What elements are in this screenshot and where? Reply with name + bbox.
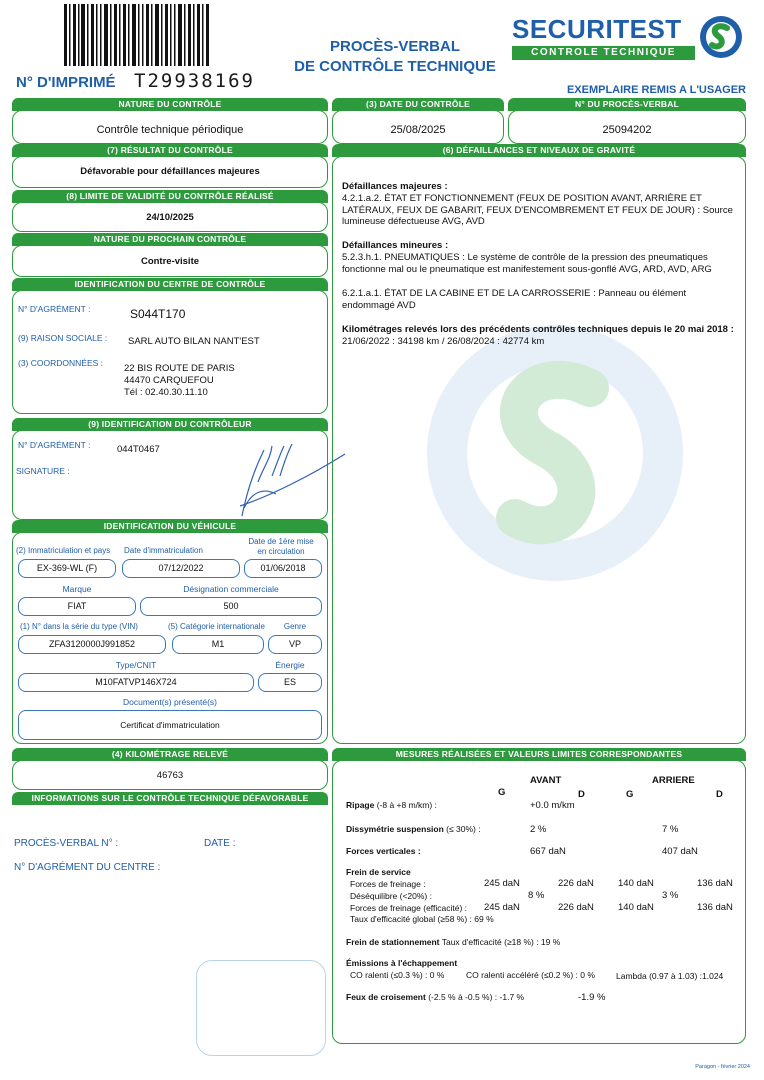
avant-header: AVANT xyxy=(530,775,562,786)
pv-number-value: 25094202 xyxy=(602,124,652,136)
barcode-graphic xyxy=(62,4,212,66)
prochain-value: Contre-visite xyxy=(140,256,200,267)
centre-agrement-label: N° D'AGRÉMENT : xyxy=(18,304,91,314)
ff-ard: 136 daN xyxy=(697,878,733,889)
resultat-title: (7) RÉSULTAT DU CONTRÔLE xyxy=(12,144,328,157)
stamp-frame xyxy=(196,960,326,1056)
ffe-ard: 136 daN xyxy=(697,902,733,913)
genre-label: Genre xyxy=(283,622,307,631)
imprime-number: T29938169 xyxy=(134,70,255,92)
co-ralenti: CO ralenti (≤0.3 %) : 0 % xyxy=(350,970,445,980)
taux-global: Taux d'efficacité global (≥58 %) : 69 % xyxy=(350,914,494,924)
designation-field: 500 xyxy=(140,597,322,616)
majeures-title: Défaillances majeures : xyxy=(342,181,448,192)
km-history-title: Kilométrages relevés lors des précédents contrôles techniques depuis le 20 mai 2018 : xyxy=(342,324,734,335)
centre-coord-line2: 44470 CARQUEFOU xyxy=(124,375,214,386)
first-circ-label-2: en circulation xyxy=(257,547,305,556)
marque-label: Marque xyxy=(62,584,92,594)
arriere-g: G xyxy=(626,789,634,800)
vehicule-title: IDENTIFICATION DU VÉHICULE xyxy=(12,520,328,533)
arriere-header: ARRIERE xyxy=(652,775,695,786)
centre-raison-value: SARL AUTO BILAN NANT'EST xyxy=(128,336,260,347)
vin-field: ZFA3120000J991852 xyxy=(18,635,166,654)
date-immat-field: 07/12/2022 xyxy=(122,559,240,578)
avant-d: D xyxy=(578,789,585,800)
energie-label: Énergie xyxy=(275,660,305,670)
imprime-label: N° D'IMPRIMÉ xyxy=(16,74,116,91)
ff-label: Forces de freinage : xyxy=(350,879,426,889)
genre-field: VP xyxy=(268,635,322,654)
docs-label: Document(s) présenté(s) xyxy=(122,697,217,707)
validite-title: (8) LIMITE DE VALIDITÉ DU CONTRÔLE RÉALISÉ xyxy=(12,190,328,203)
majeures-text: 4.2.1.a.2. ÉTAT ET FONCTIONNEMENT (FEUX DE POSITION AVANT, ARRIÈRE ET LATÉRAUX, FEUX DE GABARIT, FEUX D'ENCOMBREMENT ET FEUX DE JOUR) : Source lumineuse défectueuse AVG, AVD xyxy=(342,193,733,227)
dissym-avant: 2 % xyxy=(530,824,547,835)
controleur-agrement-label: N° D'AGRÉMENT : xyxy=(18,440,91,450)
immat-field: EX-369-WL (F) xyxy=(18,559,116,578)
centre-coord-line1: 22 BIS ROUTE DE PARIS xyxy=(124,363,235,374)
frein-service-title: Frein de service xyxy=(346,867,411,877)
designation-label: Désignation commerciale xyxy=(183,584,279,594)
barcode xyxy=(62,4,212,66)
date-immat-label: Date d'immatriculation xyxy=(124,546,203,555)
kilometrage-value: 46763 xyxy=(156,770,184,781)
km-history xyxy=(342,324,740,348)
centre-coord-line3: Tél : 02.40.30.11.10 xyxy=(124,387,208,398)
form-title-line2: DE CONTRÔLE TECHNIQUE xyxy=(294,58,496,75)
defavorable-line xyxy=(12,804,328,805)
brand-s-icon xyxy=(698,14,744,60)
categorie-label: (5) Catégorie internationale xyxy=(168,622,265,631)
first-circ-label-1: Date de 1ère mise xyxy=(248,537,314,546)
deseq-arriere: 3 % xyxy=(662,890,679,901)
ff-avd: 226 daN xyxy=(558,878,594,889)
validite-value: 24/10/2025 xyxy=(146,212,194,223)
energie-field: ES xyxy=(258,673,322,692)
arriere-d: D xyxy=(716,789,723,800)
date-controle-value: 25/08/2025 xyxy=(390,124,446,136)
defavorable-agrement-label: N° D'AGRÉMENT DU CENTRE : xyxy=(14,862,161,873)
nature-value: Contrôle technique périodique xyxy=(96,124,244,136)
categorie-field: M1 xyxy=(172,635,264,654)
pv-number-title: N° DU PROCÈS-VERBAL xyxy=(508,98,746,111)
nature-title: NATURE DU CONTRÔLE xyxy=(12,98,328,111)
brand-name: SECURITEST xyxy=(512,14,682,44)
ffe-arg: 140 daN xyxy=(618,902,654,913)
deseq-avant: 8 % xyxy=(528,890,545,901)
type-field: M10FATVP146X724 xyxy=(18,673,254,692)
defavorable-pv-label: PROCÈS-VERBAL N° : xyxy=(14,838,119,849)
type-label: Type/CNIT xyxy=(115,660,157,670)
docs-field: Certificat d'immatriculation xyxy=(18,710,322,740)
ripage-value: +0.0 m/km xyxy=(530,800,575,811)
avant-g: G xyxy=(498,787,506,798)
forces-vert-label: Forces verticales : xyxy=(346,846,421,856)
ripage-row: Ripage (-8 à +8 m/km) : xyxy=(346,800,437,810)
brand-subtitle: CONTROLE TECHNIQUE xyxy=(512,46,695,60)
marque-field: FIAT xyxy=(18,597,136,616)
forces-vert-arriere: 407 daN xyxy=(662,846,698,857)
co-accel: CO ralenti accéléré (≤0.2 %) : 0 % xyxy=(466,970,595,980)
ffe-avd: 226 daN xyxy=(558,902,594,913)
ff-arg: 140 daN xyxy=(618,878,654,889)
exemplaire-label: EXEMPLAIRE REMIS A L'USAGER xyxy=(566,84,746,96)
mineures-text-2: 6.2.1.a.1. ÉTAT DE LA CABINE ET DE LA CARROSSERIE : Panneau ou élément endommagé AVD xyxy=(342,288,687,311)
croisement-row: Feux de croisement (-2.5 % à -0.5 %) : -1.7 % xyxy=(346,992,525,1002)
dissym-row: Dissymétrie suspension (≤ 30%) : xyxy=(346,824,481,834)
lambda: Lambda (0.97 à 1.03) :1.024 xyxy=(616,971,724,981)
ffe-avg: 245 daN xyxy=(484,902,520,913)
resultat-value: Défavorable pour défaillances majeures xyxy=(80,166,260,177)
immat-label: (2) Immatriculation et pays xyxy=(16,546,111,555)
centre-agrement-value: S044T170 xyxy=(130,307,186,321)
vin-label: (1) N° dans la série du type (VIN) xyxy=(20,622,138,631)
mineures-title: Défaillances mineures : xyxy=(342,240,449,251)
controller-signature xyxy=(220,436,350,522)
defavorable-date-label: DATE : xyxy=(204,838,236,849)
kilometrage-title: (4) KILOMÉTRAGE RELEVÉ xyxy=(12,748,328,761)
defaillances-title: (6) DÉFAILLANCES ET NIVEAUX DE GRAVITÉ xyxy=(332,144,746,157)
controleur-agrement-value: 044T0467 xyxy=(117,444,160,455)
centre-raison-label: (9) RAISON SOCIALE : xyxy=(18,333,108,343)
deseq-label: Déséquilibre (<20%) : xyxy=(350,891,432,901)
km-history-values: 21/06/2022 : 34198 km / 26/08/2024 : 42774 km xyxy=(342,336,545,347)
centre-title: IDENTIFICATION DU CENTRE DE CONTRÔLE xyxy=(12,278,328,291)
emissions-title: Émissions à l'échappement xyxy=(346,958,458,968)
ffe-label: Forces de freinage (efficacité) : xyxy=(350,903,468,913)
first-circ-field: 01/06/2018 xyxy=(244,559,322,578)
brand-logo xyxy=(512,14,748,64)
forces-vert-avant: 667 daN xyxy=(530,846,566,857)
dissym-arriere: 7 % xyxy=(662,824,679,835)
stationnement-row: Frein de stationnement Taux d'efficacité (≥18 %) : 19 % xyxy=(346,937,561,947)
defavorable-title: INFORMATIONS SUR LE CONTRÔLE TECHNIQUE DÉFAVORABLE xyxy=(12,792,328,805)
croisement-value-2: -1.9 % xyxy=(578,992,606,1003)
date-controle-title: (3) DATE DU CONTRÔLE xyxy=(332,98,504,111)
centre-coord-label: (3) COORDONNÉES : xyxy=(18,358,104,368)
form-title-line1: PROCÈS-VERBAL xyxy=(329,38,460,55)
mesures-title: MESURES RÉALISÉES ET VALEURS LIMITES CORRESPONDANTES xyxy=(332,748,746,761)
controleur-signature-label: SIGNATURE : xyxy=(16,466,70,476)
mineures-text-1: 5.2.3.h.1. PNEUMATIQUES : Le système de contrôle de la pression des pneumatiques fonctionne mal ou le pneumatique est manifestement sous-gonflé AVG, ARD, AVD, ARG xyxy=(342,252,712,275)
prochain-title: NATURE DU PROCHAIN CONTRÔLE xyxy=(12,233,328,246)
ff-avg: 245 daN xyxy=(484,878,520,889)
footer-paragon: Paragon - février 2024 xyxy=(695,1064,750,1070)
controleur-title: (9) IDENTIFICATION DU CONTRÔLEUR xyxy=(12,418,328,431)
